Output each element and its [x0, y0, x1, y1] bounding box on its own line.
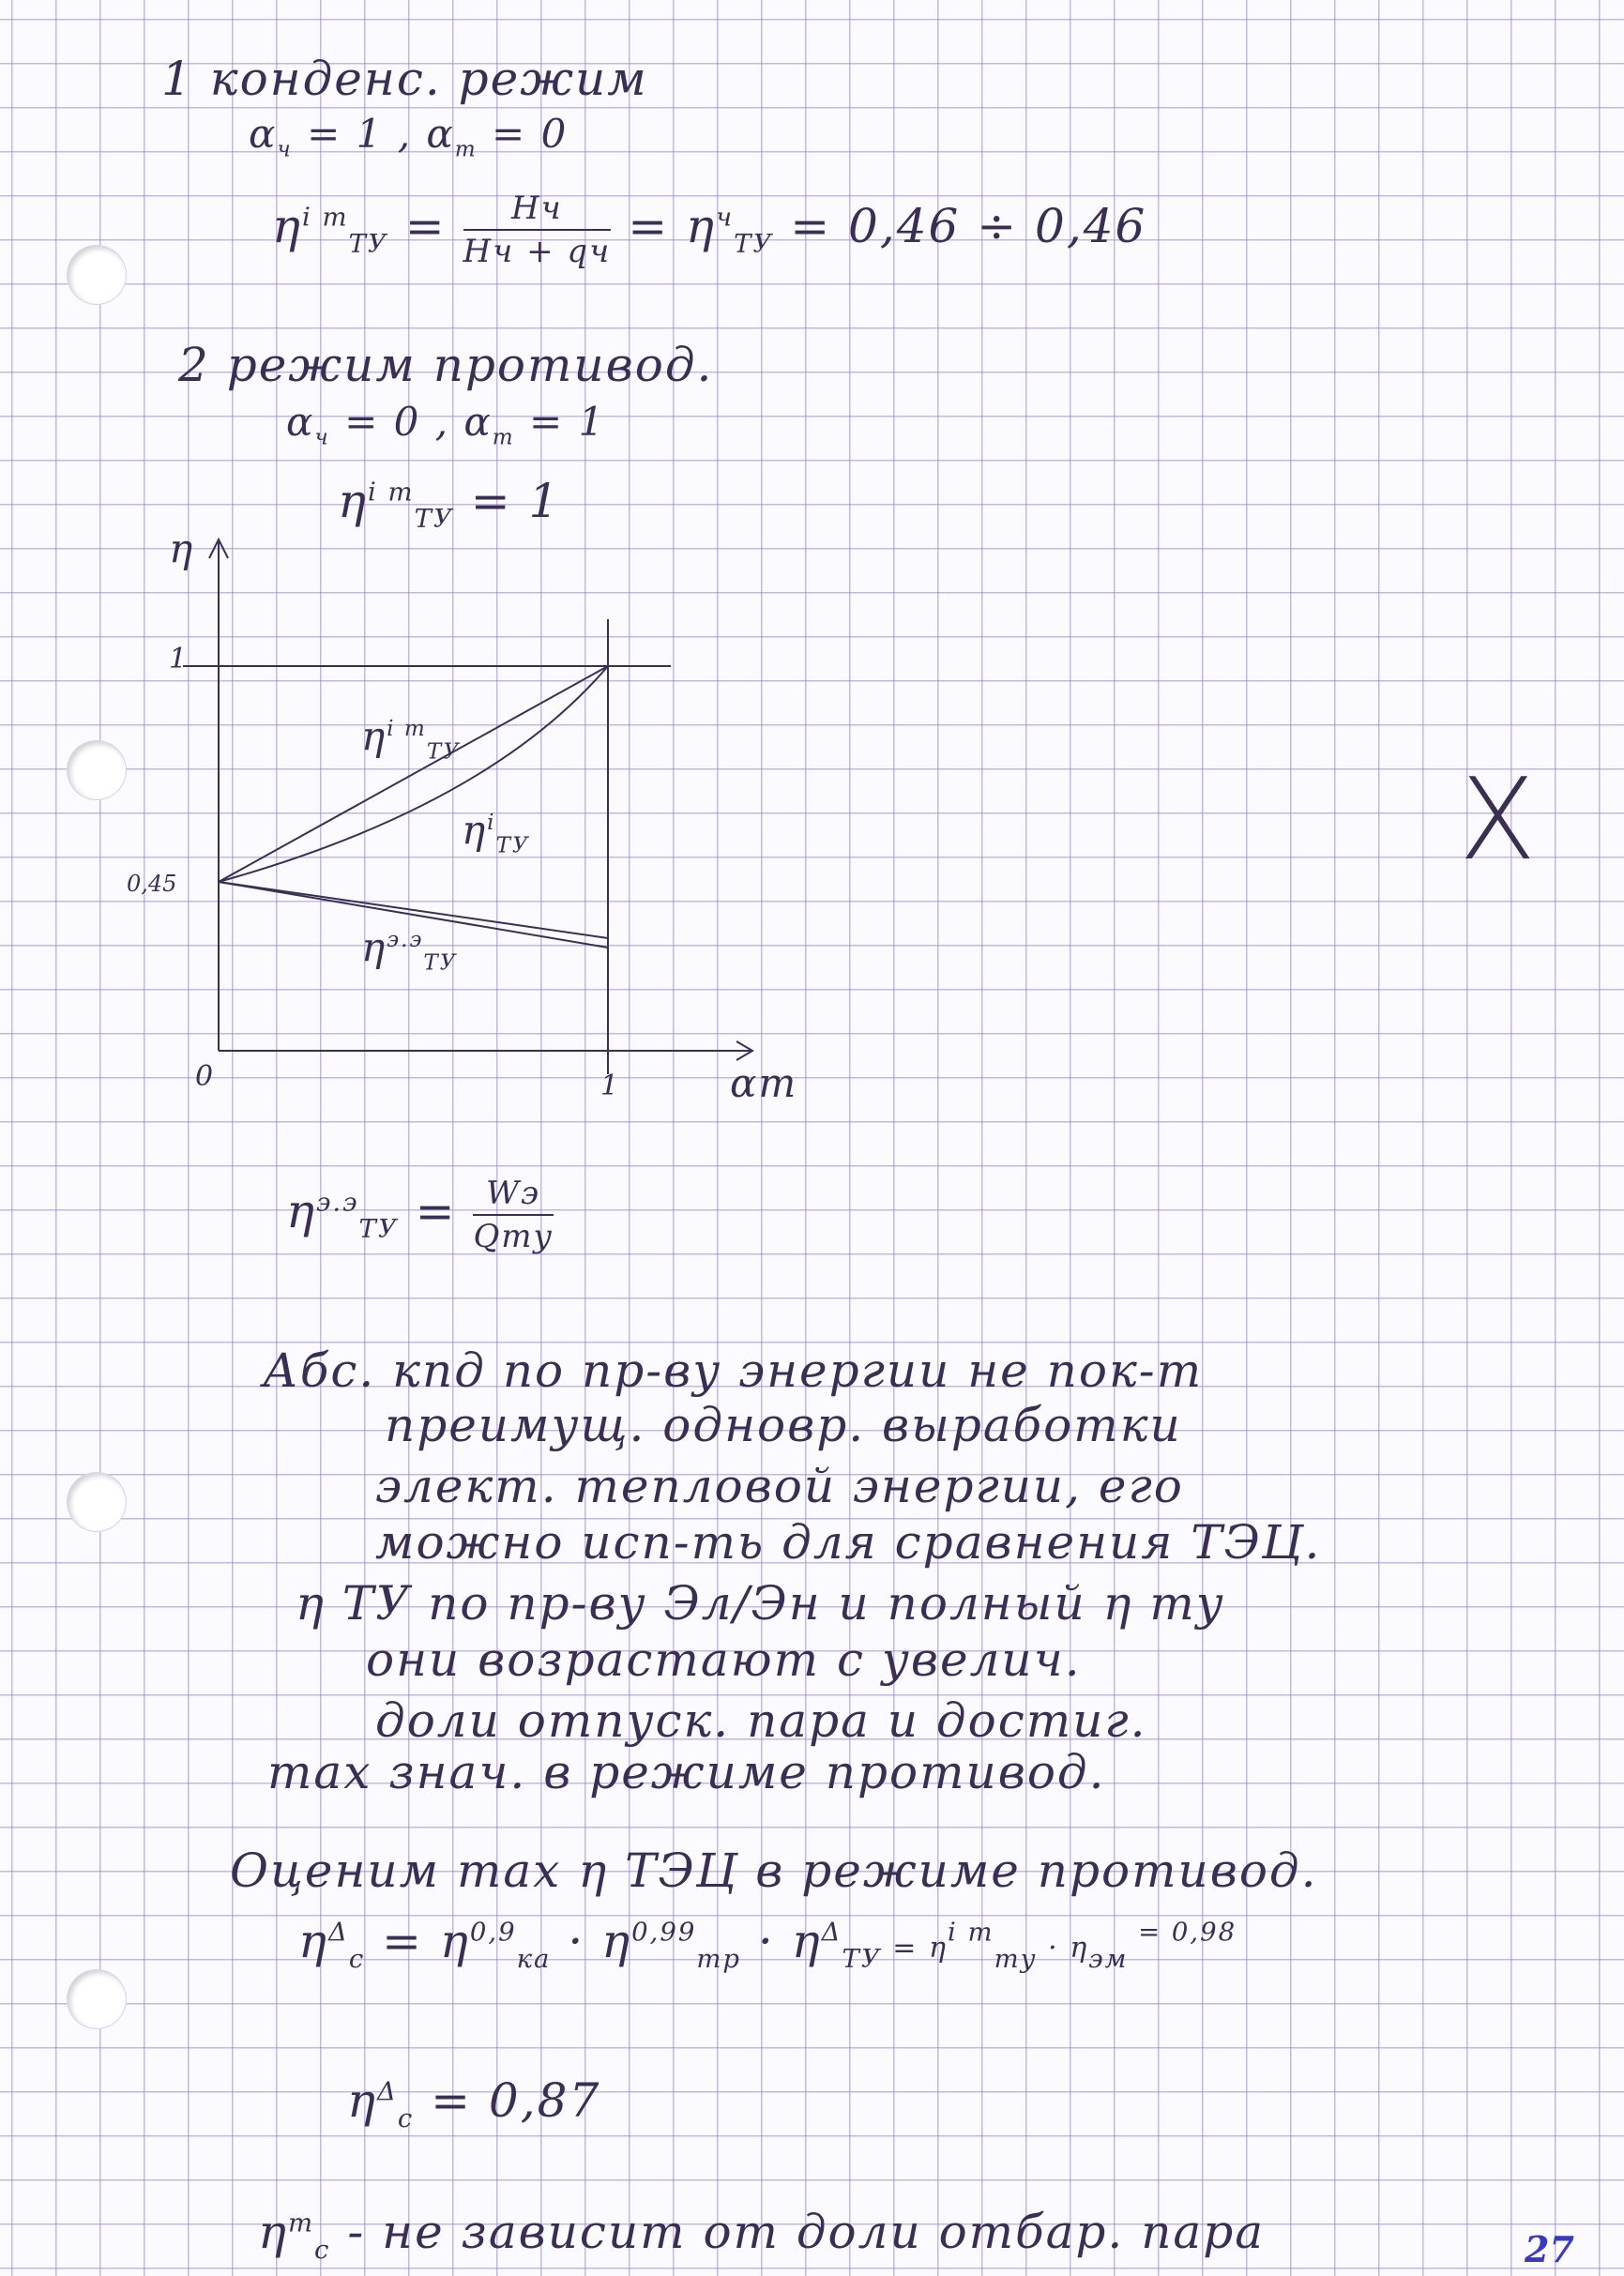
paragraph-line-1: Абс. кпд по пр-ву энергии не пок-т	[263, 1343, 1204, 1398]
y-axis-arrow	[209, 539, 228, 558]
curve-middle	[219, 666, 608, 882]
graph-tick-y-mid: 0,45	[127, 871, 177, 897]
x-axis-arrow	[736, 1041, 752, 1060]
heading-condensation-mode: 1 конденс. режим	[161, 52, 648, 106]
formula-tec-efficiency-product: $\eta^\Delta_с = \eta^{0,9}_{ка} \cdot \eta^{0,99}_{тр} \cdot \eta^\Delta_{ТУ} = \eta^{i т}_{ту} \cdot \eta_{эм}$ $^{= 0,98}$	[298, 1914, 1237, 1974]
paragraph-line-3: элект. тепловой энергии, его	[375, 1459, 1184, 1513]
efficiency-backpressure: $\eta^{i т}_{ТУ} = 1$	[338, 474, 561, 534]
graph-tick-x-right: 1	[600, 1070, 621, 1102]
graph-curve-top-label: $\eta^{i т}_{ТУ}$	[361, 713, 461, 765]
paragraph-line-5: η ТУ по пр-ву Эл/Эн и полный η ту	[296, 1576, 1225, 1631]
heading-backpressure-mode: 2 режим противод.	[178, 338, 714, 392]
condition-line-2: $\alpha_ч = 0$ , $\alpha_т = 1$	[286, 399, 606, 450]
paragraph-line-7: доли отпуск. пара и достиг.	[375, 1693, 1147, 1748]
graph-tick-origin: 0	[195, 1060, 216, 1093]
final-remark: $\eta^т_с$ - не зависит от доли отбар. пара	[258, 2205, 1266, 2265]
paragraph-line-2: преимущ. одновр. выработки	[385, 1398, 1182, 1452]
graph-curve-bottom-label: $\eta^{э.э}_{ТУ}$	[361, 924, 458, 976]
graph-x-label: αт	[730, 1060, 798, 1106]
page-number: 27	[1525, 2228, 1574, 2270]
formula-condensation-efficiency: $\eta^{i т}_{ТУ}$ = Hч Hч + qч = $\eta^ч_{ТУ} = 0,46 \div 0,46$	[272, 190, 1147, 270]
cross-mark: X	[1459, 755, 1537, 886]
paragraph-line-4: можно исп-ть для сравнения ТЭЦ.	[375, 1515, 1322, 1570]
graph-curve-mid-label: $\eta^i_{ТУ}$	[462, 807, 530, 858]
punch-hole-4	[68, 1970, 126, 2028]
punch-hole-2	[68, 741, 126, 799]
formula-electrical-efficiency: $\eta^{э.э}_{ТУ}$ = Wэ Qтy	[286, 1175, 554, 1255]
paragraph-line-6: они возрастают с увелич.	[366, 1632, 1082, 1687]
condition-line-1: $\alpha_ч = 1$ , $\alpha_т = 0$	[249, 111, 569, 162]
punch-hole-1	[68, 246, 126, 304]
punch-hole-3	[68, 1473, 126, 1531]
graph-y-label: η	[169, 525, 195, 571]
result-efficiency: $\eta^\Delta_с = 0,87$	[347, 2073, 601, 2133]
estimate-heading: Оценим max η ТЭЦ в режиме противод.	[230, 1844, 1318, 1898]
graph-tick-y-top: 1	[169, 643, 190, 675]
curve-top-line	[219, 666, 608, 882]
paragraph-line-8: max знач. в режиме противод.	[267, 1745, 1106, 1799]
